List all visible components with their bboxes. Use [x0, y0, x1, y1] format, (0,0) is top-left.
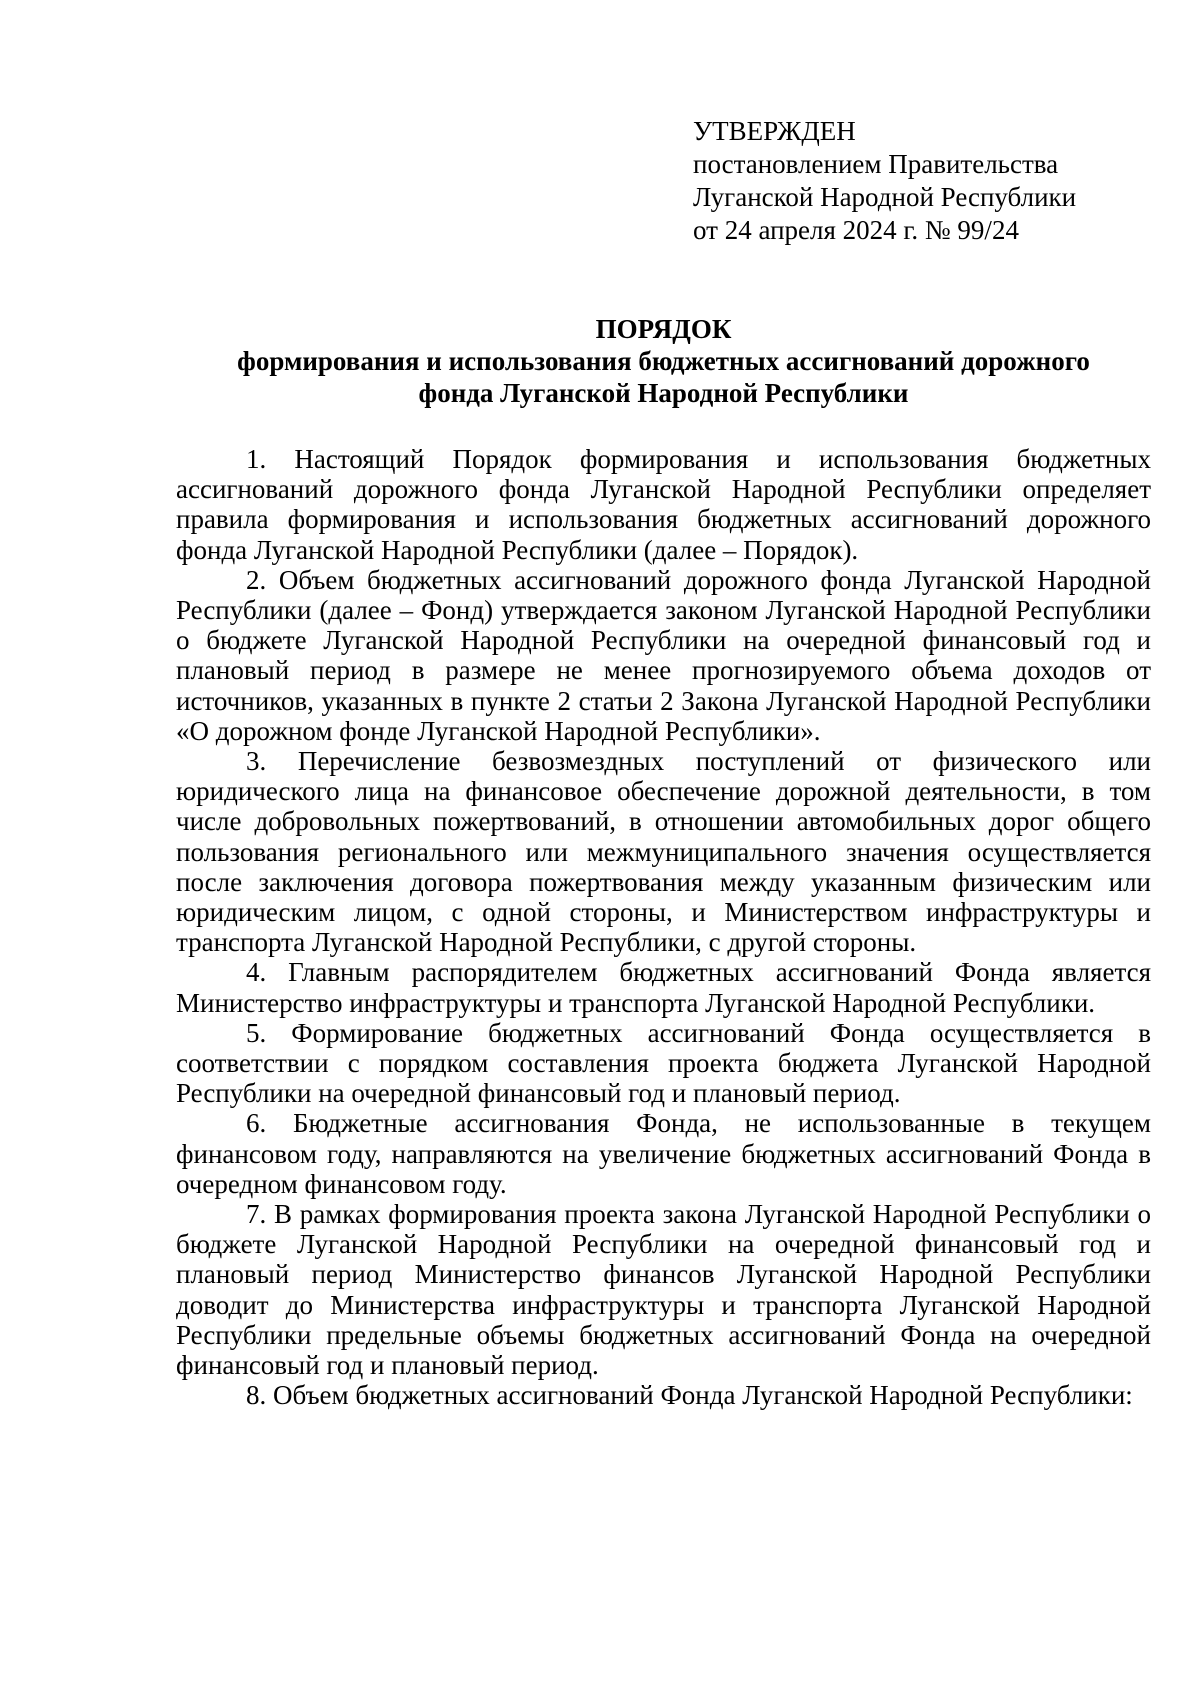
paragraph-8: 8. Объем бюджетных ассигнований Фонда Луганской Народной Республики: — [246, 1380, 1133, 1411]
approval-line-2: Луганской Народной Республики — [693, 182, 1077, 212]
paragraph-6: 6. Бюджетные ассигнования Фонда, не использованные в текущем финансовом году, направляются на увеличение бюджетных ассигнований Фонда в очередном финансовом году. — [176, 1108, 1151, 1199]
paragraph-7: 7. В рамках формирования проекта закона Луганской Народной Республики о бюджете Луганской Народной Республики на очередной финансовый год и плановый период Министерство финансов Луганской Народной Республики доводит до Министерства инфраструктуры и транспорта Луганской Народной Республики предельные объемы бюджетных ассигнований Фонда на очередной финансовый год и плановый период. — [176, 1199, 1151, 1381]
document-body — [176, 444, 1151, 1411]
paragraph-1: 1. Настоящий Порядок формирования и использования бюджетных ассигнований дорожного фонда Луганской Народной Республики определяет правила формирования и использования бюджетных ассигнований дорожного фонда Луганской Народной Республики (далее – Порядок). — [176, 444, 1151, 565]
paragraph-3: 3. Перечисление безвозмездных поступлений от физического или юридического лица на финансовое обеспечение дорожной деятельности, в том числе добровольных пожертвований, в отношении автомобильных дорог общего пользования регионального или межмуниципального значения осуществляется после заключения договора пожертвования между указанным физическим или юридическим лицом, с одной стороны, и Министерством инфраструктуры и транспорта Луганской Народной Республики, с другой стороны. — [176, 746, 1151, 958]
document-heading — [176, 313, 1151, 409]
document-subtitle-line-2: фонда Луганской Народной Республики — [418, 378, 909, 408]
paragraph-4: 4. Главным распорядителем бюджетных ассигнований Фонда является Министерство инфраструктуры и транспорта Луганской Народной Республики. — [176, 957, 1151, 1018]
paragraph-2: 2. Объем бюджетных ассигнований дорожного фонда Луганской Народной Республики (далее – Фонд) утверждается законом Луганской Народной Республики о бюджете Луганской Народной Республики на очередной финансовый год и плановый период в размере не менее прогнозируемого объема доходов от источников, указанных в пункте 2 статьи 2 Закона Луганской Народной Республики «О дорожном фонде Луганской Народной Республики». — [176, 564, 1151, 746]
approval-line-1: постановлением Правительства — [693, 149, 1059, 179]
approval-block — [693, 115, 1153, 247]
paragraph-5: 5. Формирование бюджетных ассигнований Фонда осуществляется в соответствии с порядком составления проекта бюджета Луганской Народной Республики на очередной финансовый год и плановый период. — [176, 1017, 1151, 1109]
document-title: ПОРЯДОК — [595, 314, 732, 344]
approval-line-3: от 24 апреля 2024 г. № 99/24 — [693, 215, 1019, 245]
approval-title: УТВЕРЖДЕН — [693, 116, 856, 146]
document-subtitle-line-1: формирования и использования бюджетных ассигнований дорожного — [237, 346, 1090, 376]
